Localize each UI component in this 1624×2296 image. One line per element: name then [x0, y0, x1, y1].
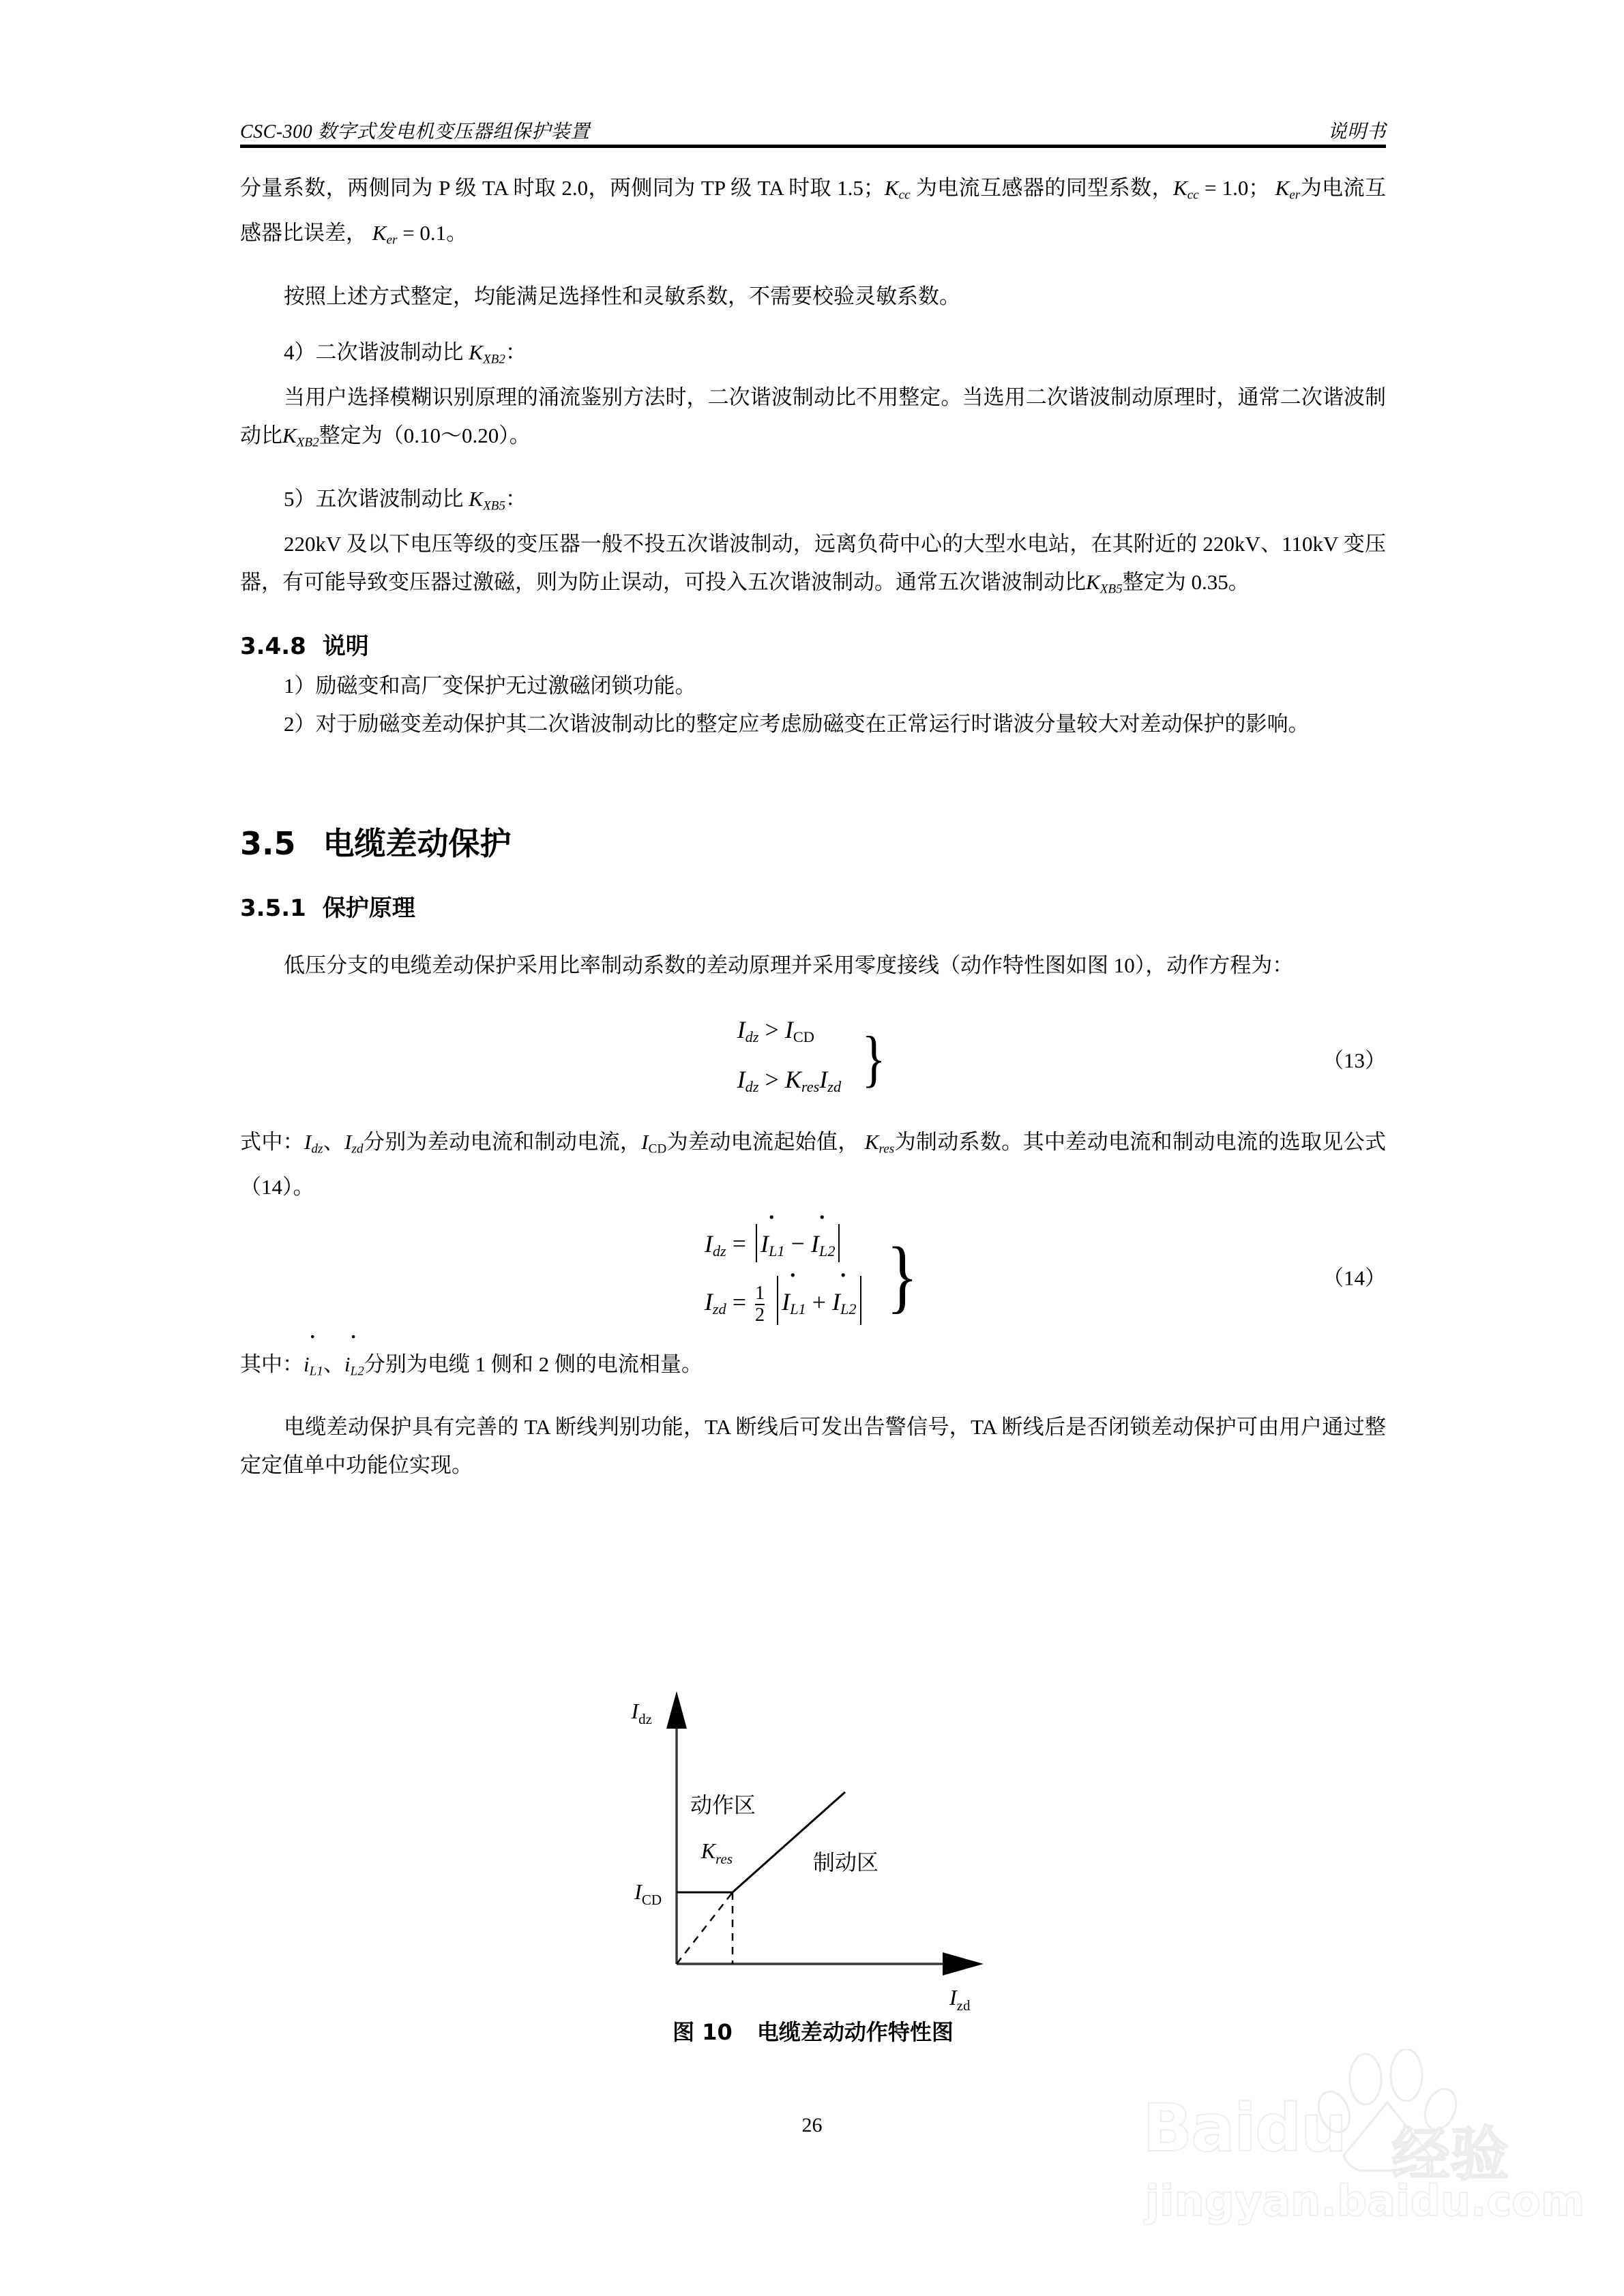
equation-14-body [705, 1224, 921, 1328]
list-item-4-colon: ： [505, 340, 527, 364]
page-header [240, 102, 1386, 143]
list-item-4-label: 4）二次谐波制动比 [284, 340, 464, 364]
eq14-il1: · $I_{L1}$ [761, 1226, 785, 1269]
eq14-idz: $I_{dz}$ [704, 1229, 726, 1260]
symbol-icd: $I_{CD}$ [641, 1129, 667, 1157]
spacer [240, 260, 1386, 278]
spacer [240, 929, 1386, 946]
abs-bar-close-2 [860, 1276, 861, 1325]
heading-3-4-8-number: 3.4.8 [240, 633, 306, 661]
threshold-label: $I_{CD}$ [634, 1879, 662, 1908]
value-ker: = 0.1 [402, 221, 447, 245]
symbol-kxb5: $K_{XB5}$ [469, 486, 505, 513]
characteristic-curve-svg [240, 1664, 1386, 2018]
eq13-idz: $I_{dz}$ [737, 1016, 759, 1046]
symbol-kxb5-inline: $K_{XB5}$ [1086, 569, 1123, 597]
legend-text-d: 为制动系数。其中差动电流和制动电流的选取见公式（14）。 [240, 1129, 1387, 1199]
spacer [240, 1390, 1386, 1408]
x-axis-arrowhead [943, 1952, 984, 1976]
baidu-paw-icon [1316, 2049, 1487, 2172]
symbol-izd: $I_{zd}$ [344, 1129, 364, 1157]
eq13-op-1: > [765, 1016, 779, 1044]
paragraph-cable-diff-principle: 低压分支的电缆差动保护采用比率制动系数的差动原理并采用零度接线（动作特性图如图 10），动作方程为： [284, 953, 1294, 978]
document-body [240, 169, 1386, 1485]
symbol-kxb2-inline: $K_{XB2}$ [282, 423, 319, 450]
watermark-brand: Baidu [1142, 2090, 1346, 2166]
figure-cable-differential-characteristic [240, 1664, 1386, 2018]
equation-13-number: （13） [1323, 1048, 1386, 1073]
spacer [240, 870, 1386, 888]
spacer [240, 1105, 1386, 1123]
header-document-title: CSC-300 数字式发电机变压器组保护装置 [240, 121, 590, 143]
legend-text-b: 分别为差动电流和制动电流， [363, 1129, 642, 1154]
symbol-il1: · $i_{L1}$ [304, 1345, 323, 1390]
symbol-idz: $I_{dz}$ [304, 1129, 323, 1157]
eq13-idz-2: $I_{dz}$ [737, 1066, 759, 1096]
equation-13-lines [737, 1012, 841, 1105]
spacer [240, 1328, 1386, 1345]
symbol-kcc-eq: $K_{cc}$ [1173, 176, 1199, 203]
heading-3-5-1 [240, 888, 1386, 929]
equation-13-line-2 [737, 1062, 841, 1105]
figure-caption-text: 电缆差动动作特性图 [756, 2019, 954, 2045]
paragraph-fifth-harmonic [240, 525, 1386, 608]
para-3-text-b: 整定为（0.10～0.20）。 [319, 423, 531, 448]
heading-3-4-8 [240, 626, 1386, 667]
equation-14-brace: } [886, 1229, 918, 1321]
equation-14-line-2 [705, 1276, 865, 1328]
note-item-1: 1）励磁变和高厂变保护无过激磁闭锁功能。 [284, 674, 696, 698]
eq14-equals-2: = [732, 1288, 747, 1316]
para-1-text-c: 为电流互感器比误差， [240, 176, 1387, 245]
watermark-baidu-jingyan [1136, 2042, 1585, 2233]
para-4-text-b: 整定为 0.35。 [1122, 569, 1250, 594]
note-item-2: 2）对于励磁变差动保护其二次谐波制动比的整定应考虑励磁变在正常运行时谐波分量较大对差动保护的影响。 [284, 712, 1310, 736]
eq13-kres: $K_{res}$ [784, 1066, 820, 1096]
heading-3-5-title: 电缆差动保护 [323, 825, 512, 863]
heading-3-4-8-title: 说明 [322, 633, 369, 661]
value-kcc: = 1.0 [1204, 176, 1249, 200]
eq13-izd: $I_{zd}$ [819, 1066, 842, 1096]
equation-14 [240, 1224, 1386, 1328]
equation-13-brace: } [861, 1024, 886, 1094]
equation-13-body [737, 1012, 889, 1105]
heading-3-5-1-title: 保护原理 [322, 895, 415, 923]
operate-region-label: 动作区 [690, 1792, 756, 1818]
para-4-text-a: 220kV 及以下电压等级的变压器一般不投五次谐波制动，远离负荷中心的大型水电站，在其附近的 220kV、110kV 变压器，有可能导致变压器过激磁，则为防止误动，可投入五次谐波制动。通常五次谐波制动比 [240, 531, 1386, 594]
fraction-numerator: 1 [755, 1283, 765, 1304]
page-number: 26 [801, 2114, 823, 2136]
legend2-sep: 、 [323, 1352, 344, 1376]
y-axis-label: $I_{dz}$ [631, 1699, 652, 1727]
eq14-il2-b: · $I_{L2}$ [832, 1284, 857, 1327]
legend2-prefix: 其中： [240, 1352, 304, 1376]
restrain-region-label: 制动区 [813, 1849, 879, 1875]
equation-14-line-1 [705, 1224, 844, 1269]
legend2-text: 分别为电缆 1 侧和 2 侧的电流相量。 [364, 1352, 703, 1376]
heading-3-5-number: 3.5 [240, 825, 296, 863]
spacer [240, 608, 1386, 626]
watermark-url: jingyan.baidu.com [1145, 2176, 1585, 2226]
paragraph-setting-conclusion: 按照上述方式整定，均能满足选择性和灵敏系数，不需要校验灵敏系数。 [284, 284, 960, 308]
eq14-op-1: − [791, 1229, 805, 1257]
figure-caption-number: 图 10 [673, 2019, 733, 2045]
eq14-izd: $I_{zd}$ [704, 1288, 726, 1318]
eq14-il1-b: · $I_{L1}$ [782, 1284, 806, 1327]
spacer [240, 1206, 1386, 1224]
equation-13-line-1 [737, 1012, 814, 1055]
symbol-kres: $K_{res}$ [864, 1129, 895, 1157]
header-document-type: 说明书 [1327, 121, 1386, 143]
equation-13 [240, 1012, 1386, 1105]
eq14-equals-1: = [732, 1229, 747, 1257]
dashed-extrapolation-line [677, 1892, 733, 1964]
eq13-op-2: > [765, 1066, 779, 1094]
abs-bar-open-2 [777, 1276, 778, 1325]
para-3-text-a: 当用户选择模糊识别原理的涌流鉴别方法时，二次谐波制动比不用整定。当选用二次谐波制动原理时，通常二次谐波制动比 [240, 385, 1386, 448]
para-1-text-b: 为电流互感器的同型系数， [915, 176, 1174, 200]
heading-3-5-1-number: 3.5.1 [240, 895, 306, 923]
spacer [240, 462, 1386, 480]
equation-14-lines [705, 1224, 865, 1328]
symbol-il2: · $i_{L2}$ [344, 1345, 364, 1390]
header-rule [240, 145, 1386, 148]
paragraph-second-harmonic [240, 378, 1386, 462]
legend-prefix: 式中： [240, 1129, 305, 1154]
para-1-text-a: 分量系数，两侧同为 P 级 TA 时取 2.0，两侧同为 TP 级 TA 时取 1.5； [240, 176, 885, 200]
para-1-period: 。 [446, 221, 468, 245]
spacer [240, 316, 1386, 333]
symbol-kcc: $K_{cc}$ [884, 176, 911, 203]
list-item-5-heading [240, 480, 1386, 525]
para-1-semicolon: ； [1248, 176, 1270, 200]
legend-text-c: 为差动电流起始值， [666, 1129, 859, 1154]
figure-caption [240, 2015, 1386, 2046]
eq13-icd: $I_{CD}$ [784, 1016, 814, 1046]
equation-14-number: （14） [1323, 1266, 1386, 1290]
slope-coefficient-label: $K_{res}$ [700, 1838, 733, 1867]
eq14-il2: · $I_{L2}$ [811, 1226, 836, 1269]
watermark-brand-cn: 经验 [1391, 2121, 1509, 2189]
spacer [240, 743, 1386, 817]
symbol-ker: $K_{er}$ [1275, 176, 1301, 203]
paragraph-eq14-legend [240, 1345, 1386, 1390]
list-item-4-heading [240, 333, 1386, 378]
fraction-one-half [755, 1284, 765, 1325]
symbol-ker-eq: $K_{er}$ [372, 221, 398, 248]
x-axis-label: $I_{zd}$ [949, 1985, 971, 2014]
spacer [240, 985, 1386, 1012]
abs-bar-close-1 [838, 1224, 840, 1262]
y-axis-arrowhead [666, 1691, 687, 1729]
paragraph-eq13-legend [240, 1123, 1386, 1206]
list-item-5-label: 5）五次谐波制动比 [284, 486, 464, 511]
fraction-denominator: 2 [755, 1304, 765, 1326]
eq14-op-2: + [812, 1288, 826, 1316]
paragraph-ta-break-detection: 电缆差动保护具有完善的 TA 断线判别功能，TA 断线后可发出告警信号，TA 断线后是否闭锁差动保护可由用户通过整定定值单中功能位实现。 [240, 1415, 1386, 1478]
symbol-kxb2: $K_{XB2}$ [469, 340, 505, 367]
paragraph-component-coefficients [240, 169, 1386, 260]
heading-3-5 [240, 817, 1386, 870]
abs-bar-open-1 [756, 1224, 757, 1262]
legend-sep-1: 、 [323, 1129, 345, 1154]
list-item-5-colon: ： [505, 486, 527, 511]
